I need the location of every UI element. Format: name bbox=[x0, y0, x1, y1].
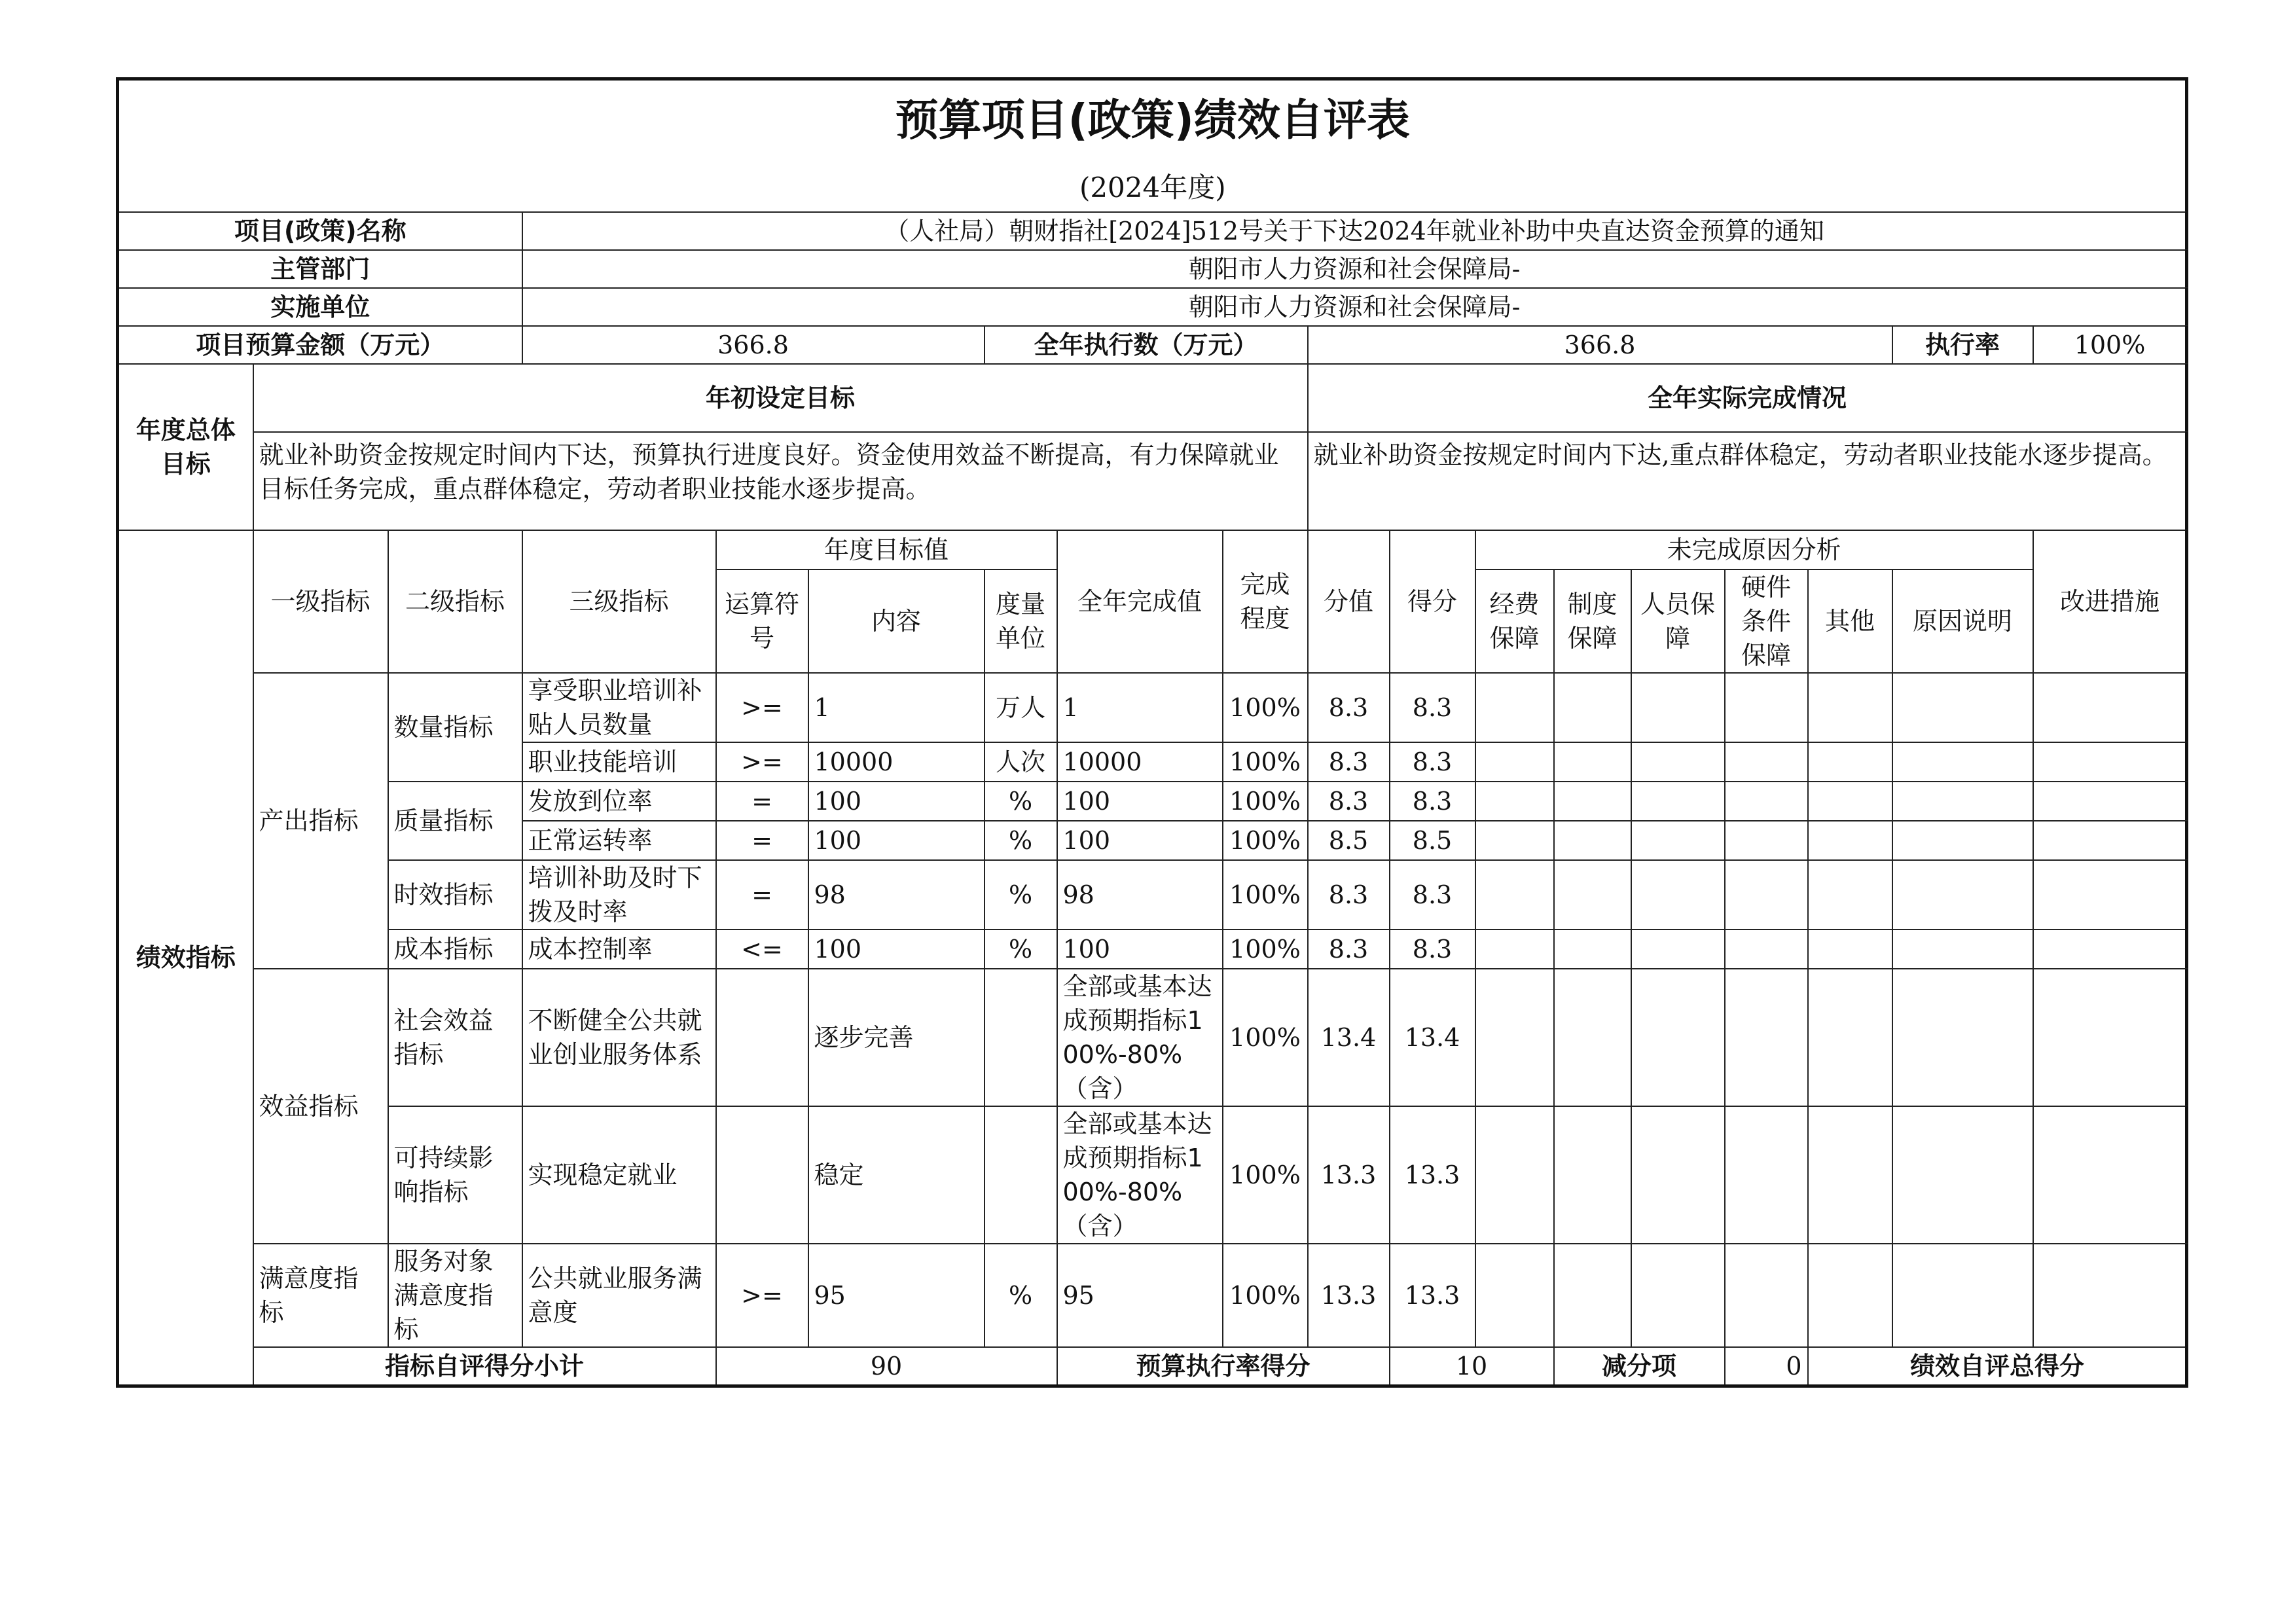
budget-score-label: 预算执行率得分 bbox=[1057, 1347, 1390, 1386]
indicator-content: 100 bbox=[808, 821, 985, 860]
indicator-actual: 95 bbox=[1057, 1244, 1223, 1347]
page-title: 预算项目(政策)绩效自评表 bbox=[895, 95, 1410, 145]
indicator-degree: 100% bbox=[1223, 782, 1308, 821]
dept-value: 朝阳市人力资源和社会保障局- bbox=[522, 250, 2187, 288]
indicator-degree: 100% bbox=[1223, 929, 1308, 969]
evaluation-table bbox=[116, 77, 2188, 1388]
total-label: 绩效自评总得分 bbox=[1808, 1347, 2187, 1386]
level2-service: 服务对象满意度指标 bbox=[388, 1244, 522, 1347]
table-row bbox=[118, 1106, 2187, 1244]
indicator-op: <= bbox=[716, 929, 808, 969]
indicator-unit bbox=[985, 1106, 1057, 1244]
deduct-label: 减分项 bbox=[1554, 1347, 1725, 1386]
indicator-op: >= bbox=[716, 742, 808, 782]
col-level2: 二级指标 bbox=[388, 530, 522, 673]
indicator-content: 95 bbox=[808, 1244, 985, 1347]
indicator-actual: 100 bbox=[1057, 929, 1223, 969]
indicator-actual: 全部或基本达成预期指标100%-80%（含） bbox=[1057, 1106, 1223, 1244]
table-row bbox=[118, 1244, 2187, 1347]
level1-satisfaction: 满意度指标 bbox=[253, 1244, 388, 1347]
set-goal-text: 就业补助资金按规定时间内下达，预算执行进度良好。资金使用效益不断提高，有力保障就业目标任务完成，重点群体稳定，劳动者职业技能水逐步提高。 bbox=[253, 432, 1308, 530]
level2-quality: 质量指标 bbox=[388, 782, 522, 860]
indicator-degree: 100% bbox=[1223, 1106, 1308, 1244]
annual-goal-label: 年度总体目标 bbox=[118, 364, 253, 530]
indicator-op: = bbox=[716, 821, 808, 860]
indicator-unit: % bbox=[985, 821, 1057, 860]
indicator-content: 10000 bbox=[808, 742, 985, 782]
indicator-score: 8.3 bbox=[1390, 860, 1475, 929]
indicator-unit bbox=[985, 969, 1057, 1106]
indicator-name: 公共就业服务满意度 bbox=[522, 1244, 716, 1347]
indicator-score: 8.3 bbox=[1390, 929, 1475, 969]
table-row bbox=[118, 969, 2187, 1106]
col-reason-other: 其他 bbox=[1808, 569, 1892, 673]
project-name-value: （人社局）朝财指社[2024]512号关于下达2024年就业补助中央直达资金预算的通知 bbox=[522, 212, 2187, 250]
perf-indicators-label: 绩效指标 bbox=[118, 530, 253, 1386]
indicator-unit: 人次 bbox=[985, 742, 1057, 782]
indicator-actual: 100 bbox=[1057, 782, 1223, 821]
self-evaluation-sheet bbox=[116, 77, 2180, 1388]
table-row bbox=[118, 860, 2187, 929]
level2-social: 社会效益指标 bbox=[388, 969, 522, 1106]
col-score-full: 分值 bbox=[1308, 530, 1390, 673]
indicator-name: 发放到位率 bbox=[522, 782, 716, 821]
indicator-unit: % bbox=[985, 860, 1057, 929]
actual-goal-header: 全年实际完成情况 bbox=[1308, 364, 2187, 432]
col-degree: 完成程度 bbox=[1223, 530, 1308, 673]
table-row bbox=[118, 929, 2187, 969]
table-row bbox=[118, 673, 2187, 742]
indicator-name: 培训补助及时下拨及时率 bbox=[522, 860, 716, 929]
level2-timeliness: 时效指标 bbox=[388, 860, 522, 929]
indicator-content: 逐步完善 bbox=[808, 969, 985, 1106]
level1-output: 产出指标 bbox=[253, 673, 388, 969]
col-level3: 三级指标 bbox=[522, 530, 716, 673]
indicator-full-score: 8.3 bbox=[1308, 673, 1390, 742]
indicator-full-score: 8.5 bbox=[1308, 821, 1390, 860]
indicator-actual: 10000 bbox=[1057, 742, 1223, 782]
indicator-degree: 100% bbox=[1223, 860, 1308, 929]
col-score: 得分 bbox=[1390, 530, 1475, 673]
rate-value: 100% bbox=[2033, 326, 2187, 364]
indicator-full-score: 13.3 bbox=[1308, 1106, 1390, 1244]
indicator-op: >= bbox=[716, 673, 808, 742]
indicator-degree: 100% bbox=[1223, 742, 1308, 782]
level2-cost: 成本指标 bbox=[388, 929, 522, 969]
col-level1: 一级指标 bbox=[253, 530, 388, 673]
set-goal-header: 年初设定目标 bbox=[253, 364, 1308, 432]
indicator-degree: 100% bbox=[1223, 821, 1308, 860]
col-content: 内容 bbox=[808, 569, 985, 673]
level2-quantity: 数量指标 bbox=[388, 673, 522, 782]
indicator-full-score: 8.3 bbox=[1308, 929, 1390, 969]
indicator-score: 13.3 bbox=[1390, 1244, 1475, 1347]
indicator-score: 8.5 bbox=[1390, 821, 1475, 860]
col-op: 运算符号 bbox=[716, 569, 808, 673]
col-reason-hardware: 硬件条件保障 bbox=[1725, 569, 1808, 673]
rate-label: 执行率 bbox=[1892, 326, 2033, 364]
indicator-full-score: 13.3 bbox=[1308, 1244, 1390, 1347]
dept-label: 主管部门 bbox=[118, 250, 522, 288]
indicator-name: 实现稳定就业 bbox=[522, 1106, 716, 1244]
indicator-unit: 万人 bbox=[985, 673, 1057, 742]
project-name-label: 项目(政策)名称 bbox=[118, 212, 522, 250]
indicator-name: 正常运转率 bbox=[522, 821, 716, 860]
indicator-score: 13.4 bbox=[1390, 969, 1475, 1106]
indicator-score: 13.3 bbox=[1390, 1106, 1475, 1244]
indicator-actual: 全部或基本达成预期指标100%-80%（含） bbox=[1057, 969, 1223, 1106]
indicator-score: 8.3 bbox=[1390, 742, 1475, 782]
indicator-name: 不断健全公共就业创业服务体系 bbox=[522, 969, 716, 1106]
budget-label: 项目预算金额（万元） bbox=[118, 326, 522, 364]
indicator-unit: % bbox=[985, 1244, 1057, 1347]
col-actual: 全年完成值 bbox=[1057, 530, 1223, 673]
col-annual-target: 年度目标值 bbox=[716, 530, 1057, 569]
indicator-full-score: 8.3 bbox=[1308, 782, 1390, 821]
indicator-degree: 100% bbox=[1223, 673, 1308, 742]
indicator-name: 职业技能培训 bbox=[522, 742, 716, 782]
budget-value: 366.8 bbox=[522, 326, 985, 364]
level1-benefit: 效益指标 bbox=[253, 969, 388, 1244]
indicator-content: 98 bbox=[808, 860, 985, 929]
col-unit: 度量单位 bbox=[985, 569, 1057, 673]
col-reason-fund: 经费保障 bbox=[1475, 569, 1554, 673]
subtotal-label: 指标自评得分小计 bbox=[253, 1347, 716, 1386]
subtotal-value: 90 bbox=[716, 1347, 1057, 1386]
actual-goal-text: 就业补助资金按规定时间内下达,重点群体稳定，劳动者职业技能水逐步提高。 bbox=[1308, 432, 2187, 530]
indicator-actual: 98 bbox=[1057, 860, 1223, 929]
indicator-actual: 100 bbox=[1057, 821, 1223, 860]
indicator-unit: % bbox=[985, 782, 1057, 821]
unit-label: 实施单位 bbox=[118, 288, 522, 326]
col-reason-system: 制度保障 bbox=[1554, 569, 1631, 673]
indicator-score: 8.3 bbox=[1390, 782, 1475, 821]
col-reason-group: 未完成原因分析 bbox=[1475, 530, 2033, 569]
indicator-op bbox=[716, 1106, 808, 1244]
indicator-degree: 100% bbox=[1223, 1244, 1308, 1347]
indicator-op: = bbox=[716, 782, 808, 821]
indicator-name: 成本控制率 bbox=[522, 929, 716, 969]
indicator-full-score: 8.3 bbox=[1308, 742, 1390, 782]
table-row bbox=[118, 782, 2187, 821]
indicator-op bbox=[716, 969, 808, 1106]
budget-score-value: 10 bbox=[1390, 1347, 1554, 1386]
indicator-full-score: 8.3 bbox=[1308, 860, 1390, 929]
indicator-name: 享受职业培训补贴人员数量 bbox=[522, 673, 716, 742]
indicator-content: 100 bbox=[808, 929, 985, 969]
indicator-content: 1 bbox=[808, 673, 985, 742]
col-reason-staff: 人员保障 bbox=[1631, 569, 1725, 673]
indicator-actual: 1 bbox=[1057, 673, 1223, 742]
indicator-score: 8.3 bbox=[1390, 673, 1475, 742]
indicator-unit: % bbox=[985, 929, 1057, 969]
indicator-op: >= bbox=[716, 1244, 808, 1347]
exec-value: 366.8 bbox=[1308, 326, 1892, 364]
indicator-op: = bbox=[716, 860, 808, 929]
report-year: (2024年度) bbox=[1079, 171, 1226, 204]
unit-value: 朝阳市人力资源和社会保障局- bbox=[522, 288, 2187, 326]
indicator-full-score: 13.4 bbox=[1308, 969, 1390, 1106]
indicator-content: 100 bbox=[808, 782, 985, 821]
indicator-degree: 100% bbox=[1223, 969, 1308, 1106]
level2-sustainability: 可持续影响指标 bbox=[388, 1106, 522, 1244]
col-reason-desc: 原因说明 bbox=[1892, 569, 2033, 673]
deduct-value: 0 bbox=[1725, 1347, 1808, 1386]
exec-label: 全年执行数（万元） bbox=[985, 326, 1308, 364]
col-improve: 改进措施 bbox=[2033, 530, 2187, 673]
indicator-content: 稳定 bbox=[808, 1106, 985, 1244]
